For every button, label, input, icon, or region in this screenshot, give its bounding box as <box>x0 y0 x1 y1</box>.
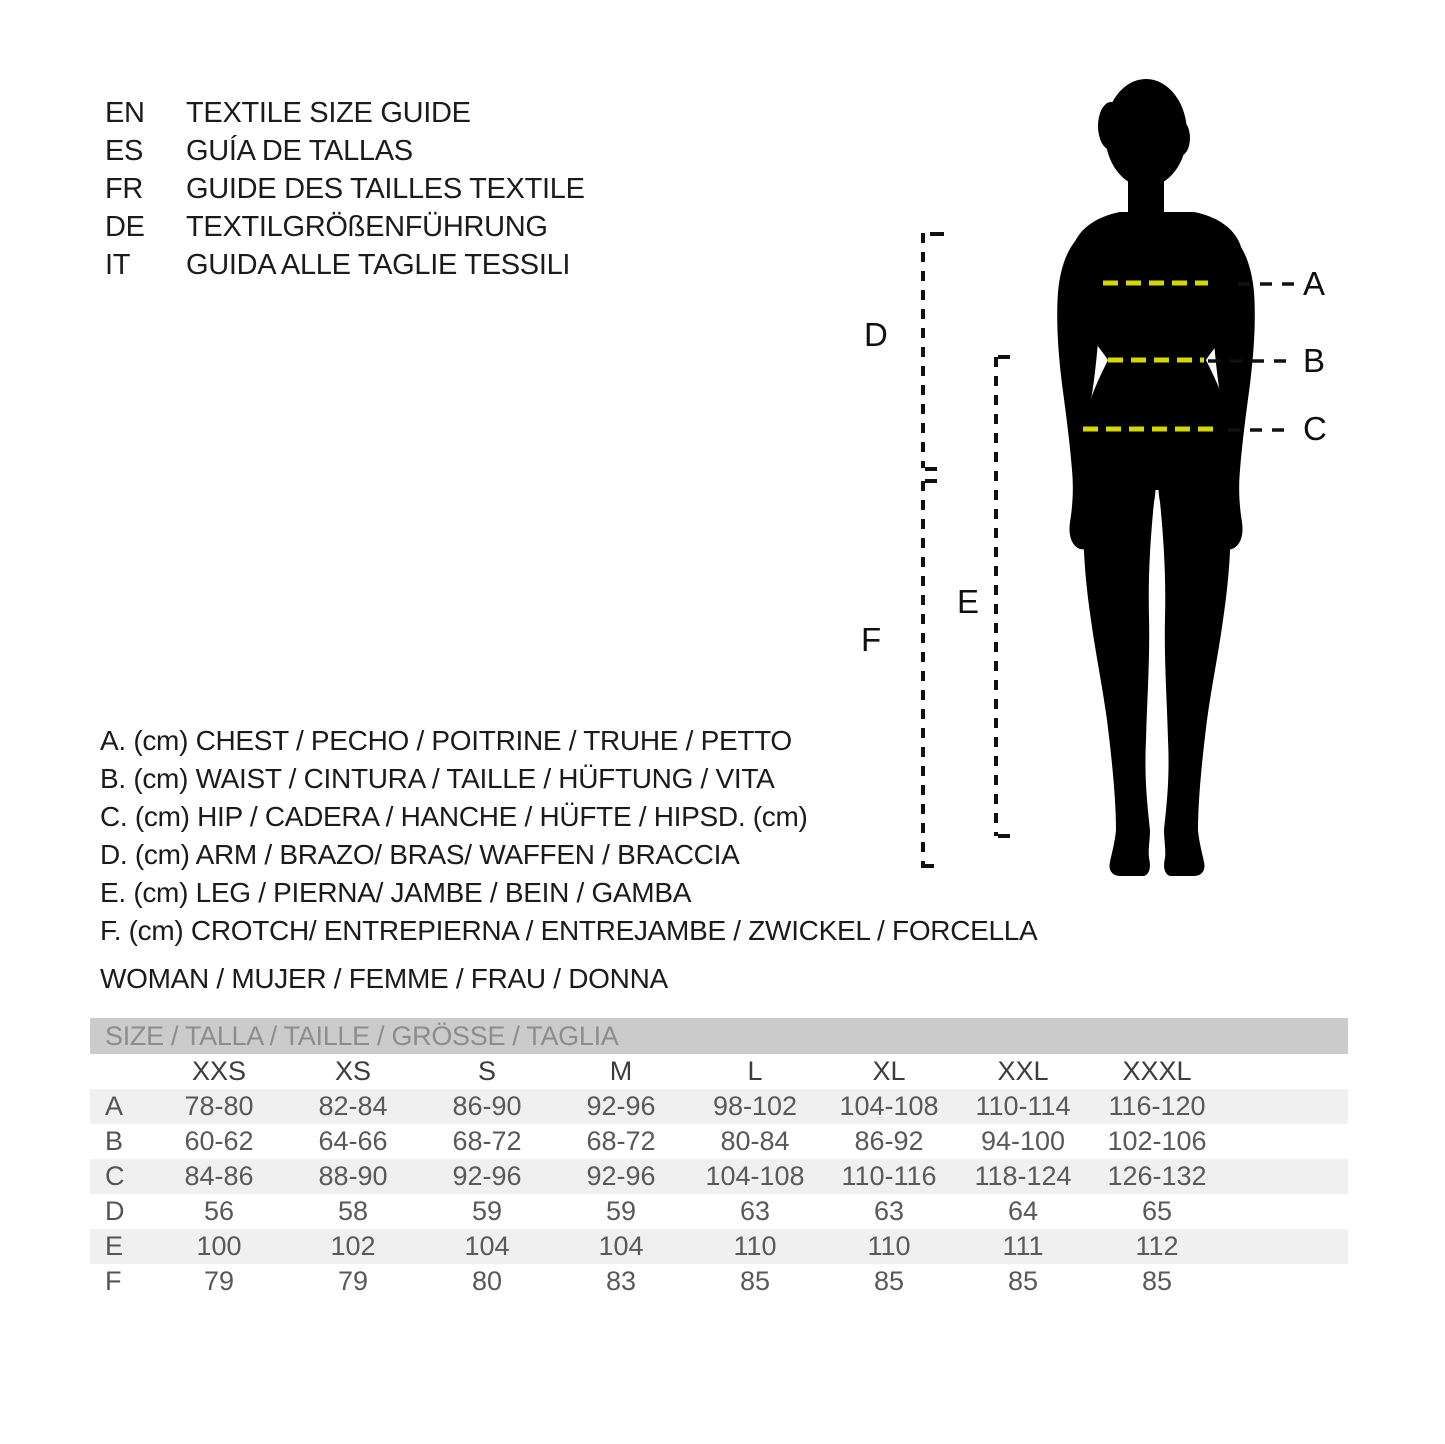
guide-title-de: TEXTILGRÖßENFÜHRUNG <box>186 211 548 243</box>
size-table-header: SIZE / TALLA / TAILLE / GRÖSSE / TAGLIA <box>90 1018 1348 1054</box>
size-col-xxxl: XXXL <box>1122 1056 1192 1086</box>
figure-label-chest-a: A <box>1303 265 1326 302</box>
size-col-xl: XL <box>872 1056 906 1086</box>
cell-value: 100 <box>196 1231 242 1261</box>
silhouette-hair-right <box>1170 120 1190 156</box>
figure-label-hip-c: C <box>1303 410 1327 447</box>
cell-value: 116-120 <box>1108 1091 1206 1121</box>
row-label: E <box>105 1231 124 1261</box>
row-label: D <box>105 1196 125 1226</box>
gender-heading: WOMAN / MUJER / FEMME / FRAU / DONNA <box>100 963 668 994</box>
cell-value: 63 <box>739 1196 771 1226</box>
size-header-spacer <box>90 1054 152 1089</box>
legend-arm: D. (cm) ARM / BRAZO/ BRAS/ WAFFEN / BRACCIA <box>100 839 740 870</box>
cell-value: 64 <box>1007 1196 1039 1226</box>
cell-value: 92-96 <box>586 1091 656 1121</box>
cell-empty <box>1224 1089 1348 1124</box>
cell-value: 84-86 <box>184 1161 254 1191</box>
cell-value: 88-90 <box>318 1161 388 1191</box>
cell-empty <box>1224 1264 1348 1299</box>
language-code: IT <box>105 249 131 281</box>
guide-title-fr: GUIDE DES TAILLES TEXTILE <box>186 173 585 205</box>
cell-value: 58 <box>337 1196 369 1226</box>
cell-value: 104 <box>598 1231 644 1261</box>
table-row-hip-c <box>90 1159 1348 1194</box>
cell-empty <box>1224 1124 1348 1159</box>
cell-value: 104-108 <box>705 1161 805 1191</box>
legend-crotch: F. (cm) CROTCH/ ENTREPIERNA / ENTREJAMBE / ZWICKEL / FORCELLA <box>100 915 1038 946</box>
cell-value: 86-90 <box>452 1091 522 1121</box>
cell-value: 63 <box>873 1196 905 1226</box>
cell-value: 110 <box>733 1231 777 1261</box>
cell-value: 92-96 <box>452 1161 522 1191</box>
legend-chest: A. (cm) CHEST / PECHO / POITRINE / TRUHE / PETTO <box>100 725 792 756</box>
cell-empty <box>1224 1159 1348 1194</box>
size-col-m: M <box>609 1056 633 1086</box>
cell-value: 110 <box>867 1231 911 1261</box>
cell-value: 112 <box>1135 1231 1179 1261</box>
legend-waist: B. (cm) WAIST / CINTURA / TAILLE / HÜFTUNG / VITA <box>100 763 775 794</box>
cell-value: 56 <box>203 1196 235 1226</box>
cell-value: 78-80 <box>184 1091 254 1121</box>
cell-value: 79 <box>203 1266 235 1296</box>
measurement-legend <box>100 722 1037 950</box>
row-label: B <box>105 1126 124 1156</box>
language-row-de <box>105 208 585 246</box>
cell-value: 85 <box>739 1266 771 1296</box>
cell-value: 86-92 <box>854 1126 924 1156</box>
language-row-fr <box>105 170 585 208</box>
silhouette-leg-left <box>1083 476 1155 876</box>
cell-value: 85 <box>1141 1266 1173 1296</box>
cell-value: 80 <box>471 1266 503 1296</box>
figure-label-arm-d: D <box>864 316 888 353</box>
cell-value: 110-114 <box>975 1091 1071 1121</box>
table-row-leg-e <box>90 1229 1348 1264</box>
silhouette-neck <box>1128 150 1164 220</box>
cell-value: 126-132 <box>1107 1161 1207 1191</box>
cell-value: 60-62 <box>184 1126 254 1156</box>
table-row-chest-a <box>90 1089 1348 1124</box>
guide-title-es: GUÍA DE TALLAS <box>186 135 413 167</box>
cell-value: 104 <box>464 1231 510 1261</box>
cell-empty <box>1224 1194 1348 1229</box>
cell-value: 92-96 <box>586 1161 656 1191</box>
row-label: F <box>105 1266 122 1296</box>
cell-value: 85 <box>873 1266 905 1296</box>
table-row-waist-b <box>90 1124 1348 1159</box>
language-code: ES <box>105 135 144 167</box>
size-header-row <box>90 1054 1348 1089</box>
row-label: A <box>105 1091 124 1121</box>
figure-label-waist-b: B <box>1303 342 1326 379</box>
size-col-s: S <box>477 1056 496 1086</box>
cell-value: 118-124 <box>974 1161 1072 1191</box>
language-row-es <box>105 132 585 170</box>
language-code: FR <box>105 173 144 205</box>
size-col-xs: XS <box>334 1056 372 1086</box>
silhouette-leg-right <box>1159 476 1231 876</box>
cell-value: 102-106 <box>1107 1126 1207 1156</box>
cell-value: 59 <box>471 1196 503 1226</box>
cell-value: 111 <box>1002 1231 1044 1261</box>
language-code: DE <box>105 211 145 243</box>
language-row-en <box>105 94 585 132</box>
cell-value: 104-108 <box>839 1091 939 1121</box>
cell-value: 64-66 <box>318 1126 388 1156</box>
cell-value: 94-100 <box>980 1126 1066 1156</box>
cell-value: 65 <box>1141 1196 1173 1226</box>
language-code: EN <box>105 97 145 129</box>
cell-empty <box>1224 1229 1348 1264</box>
table-row-arm-d <box>90 1194 1348 1229</box>
cell-value: 110-116 <box>841 1161 937 1191</box>
woman-silhouette <box>1057 79 1255 876</box>
cell-value: 82-84 <box>318 1091 388 1121</box>
cell-value: 79 <box>337 1266 369 1296</box>
size-header-empty <box>1224 1054 1348 1089</box>
cell-value: 68-72 <box>452 1126 522 1156</box>
cell-value: 59 <box>605 1196 637 1226</box>
cell-value: 98-102 <box>712 1091 798 1121</box>
size-col-l: L <box>747 1056 763 1086</box>
cell-value: 85 <box>1007 1266 1039 1296</box>
cell-value: 80-84 <box>720 1126 790 1156</box>
size-col-xxl: XXL <box>997 1056 1049 1086</box>
silhouette-hair-left <box>1098 102 1124 150</box>
figure-label-crotch-f: F <box>861 621 882 658</box>
guide-title-en: TEXTILE SIZE GUIDE <box>186 97 471 129</box>
size-col-xxs: XXS <box>191 1056 247 1086</box>
cell-value: 102 <box>330 1231 376 1261</box>
language-title-block <box>105 94 585 284</box>
cell-value: 68-72 <box>586 1126 656 1156</box>
cell-value: 83 <box>605 1266 637 1296</box>
language-row-it <box>105 246 585 284</box>
legend-leg: E. (cm) LEG / PIERNA/ JAMBE / BEIN / GAMBA <box>100 877 692 908</box>
row-label: C <box>105 1161 125 1191</box>
size-table <box>90 1018 1348 1299</box>
table-row-crotch-f <box>90 1264 1348 1299</box>
legend-hip: C. (cm) HIP / CADERA / HANCHE / HÜFTE / HIPSD. (cm) <box>100 801 808 832</box>
guide-title-it: GUIDA ALLE TAGLIE TESSILI <box>186 249 571 281</box>
figure-label-leg-e: E <box>957 583 980 620</box>
